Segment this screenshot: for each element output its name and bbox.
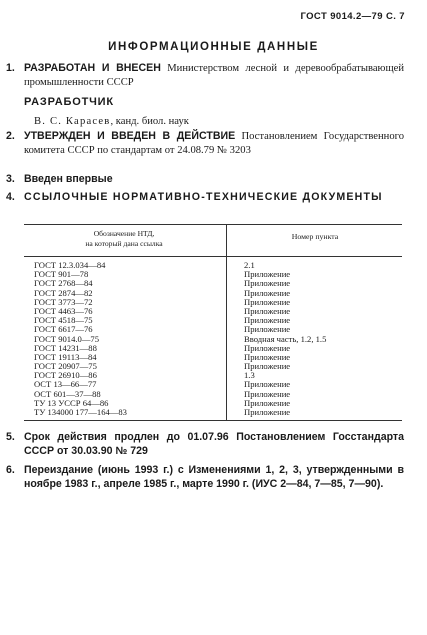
table-cell-document: ГОСТ 2874—82 [34, 287, 93, 298]
item-1-lead: РАЗРАБОТАН И ВНЕСЕН [24, 62, 161, 74]
table-cell-clause: Приложение [244, 388, 291, 399]
table-cell-clause: 1.3 [244, 370, 255, 381]
table-cell-document: ГОСТ 3773—72 [34, 296, 93, 307]
item-2-text: Постановлением Государственного комитета СССР по стандартам от 24.08.79 № 3203 [24, 131, 404, 156]
table-cell-document: ГОСТ 2768—84 [34, 278, 93, 289]
table-cell-clause: Приложение [244, 324, 291, 335]
table-cell-clause: Приложение [244, 379, 291, 390]
developer-name: В. С. Карасев [34, 116, 111, 127]
table-top-rule [24, 224, 402, 225]
item-5-number: 5. [6, 431, 15, 443]
item-4 [6, 190, 404, 205]
item-5-text: Срок действия продлен до 01.07.96 Постановлением Госстандарта СССР от 30.03.90 № 729 [24, 431, 404, 457]
item-4-text: ССЫЛОЧНЫЕ НОРМАТИВНО-ТЕХНИЧЕСКИЕ ДОКУМЕНТЫ [24, 191, 383, 203]
table-cell-document: ГОСТ 6617—76 [34, 324, 93, 335]
table-cell-document: ГОСТ 901—78 [34, 269, 89, 280]
table-cell-document: ГОСТ 14231—88 [34, 342, 97, 353]
item-1-number: 1. [6, 62, 15, 74]
table-cell-clause: Приложение [244, 407, 291, 417]
table-cell-document: ГОСТ 20907—75 [34, 361, 97, 372]
table-cell-clause: Приложение [244, 287, 291, 298]
item-6 [6, 463, 404, 491]
item-2 [6, 129, 404, 158]
table-header-document-line2: на который дана ссылка [85, 238, 163, 248]
running-head: ГОСТ 9014.2—79 С. 7 [300, 11, 405, 22]
table-cell-clause: Приложение [244, 269, 291, 280]
item-3-number: 3. [6, 173, 15, 185]
table-header-document [24, 229, 224, 248]
table-cell-document: ГОСТ 4518—75 [34, 315, 93, 326]
table-cell-clause: Приложение [244, 342, 291, 353]
table-header-document-line1: Обозначение НТД, [93, 229, 155, 238]
table-cell-document: ГОСТ 4463—76 [34, 305, 93, 316]
table-cell-clause: Приложение [244, 305, 291, 316]
item-2-lead: УТВЕРЖДЕН И ВВЕДЕН В ДЕЙСТВИЕ [24, 130, 236, 142]
table-cell-clause: Приложение [244, 397, 291, 408]
table-cell-clause: Вводная часть, 1.2, 1.5 [244, 333, 327, 344]
table-cell-document: ТУ 13 УССР 64—86 [34, 397, 109, 408]
item-1-text: Министерством лесной и деревообрабатывающей промышленности СССР [24, 63, 405, 88]
item-6-number: 6. [6, 464, 15, 476]
table-cell-clause: Приложение [244, 351, 291, 362]
item-4-number: 4. [6, 191, 15, 203]
table-cell-document: ГОСТ 12.3.034—84 [34, 260, 106, 270]
table-cell-document: ГОСТ 19113—84 [34, 351, 97, 362]
item-3 [6, 172, 404, 187]
developer-heading: РАЗРАБОТЧИК [24, 96, 114, 108]
table-cell-clause: Приложение [244, 361, 291, 372]
table-cell-document: ГОСТ 26910—86 [34, 370, 97, 381]
table-bottom-rule [24, 420, 402, 421]
table-cell-document: ГОСТ 9014.0—75 [34, 333, 100, 344]
table-cell-document: ОСТ 13—66—77 [34, 379, 97, 390]
developer-degree: , канд. биол. наук [110, 116, 189, 127]
item-1 [6, 61, 405, 90]
item-6-text: Переиздание (июнь 1993 г.) с Изменениями 1, 2, 3, утвержденными в ноябре 1983 г., апреле 1985 г., марте 1990 г. (ИУС 2—84, 7—85, 7—90). [24, 464, 404, 490]
item-3-text: Введен впервые [24, 173, 113, 185]
table-cell-clause: 2.1 [244, 260, 255, 270]
table-header-rule [24, 256, 402, 257]
table-header-clause: Номер пункта [291, 232, 339, 241]
table-cell-clause: Приложение [244, 296, 291, 307]
table-row [24, 408, 402, 417]
table-cell-document: ТУ 134000 177—164—83 [34, 407, 127, 417]
table-cell-document: ОСТ 601—37—88 [34, 388, 101, 399]
developer-info [34, 116, 189, 127]
table-body [24, 261, 402, 417]
item-5 [6, 430, 404, 458]
item-2-number: 2. [6, 130, 15, 142]
table-cell-clause: Приложение [244, 278, 291, 289]
table-cell-clause: Приложение [244, 315, 291, 326]
page-title: ИНФОРМАЦИОННЫЕ ДАННЫЕ [108, 41, 319, 53]
